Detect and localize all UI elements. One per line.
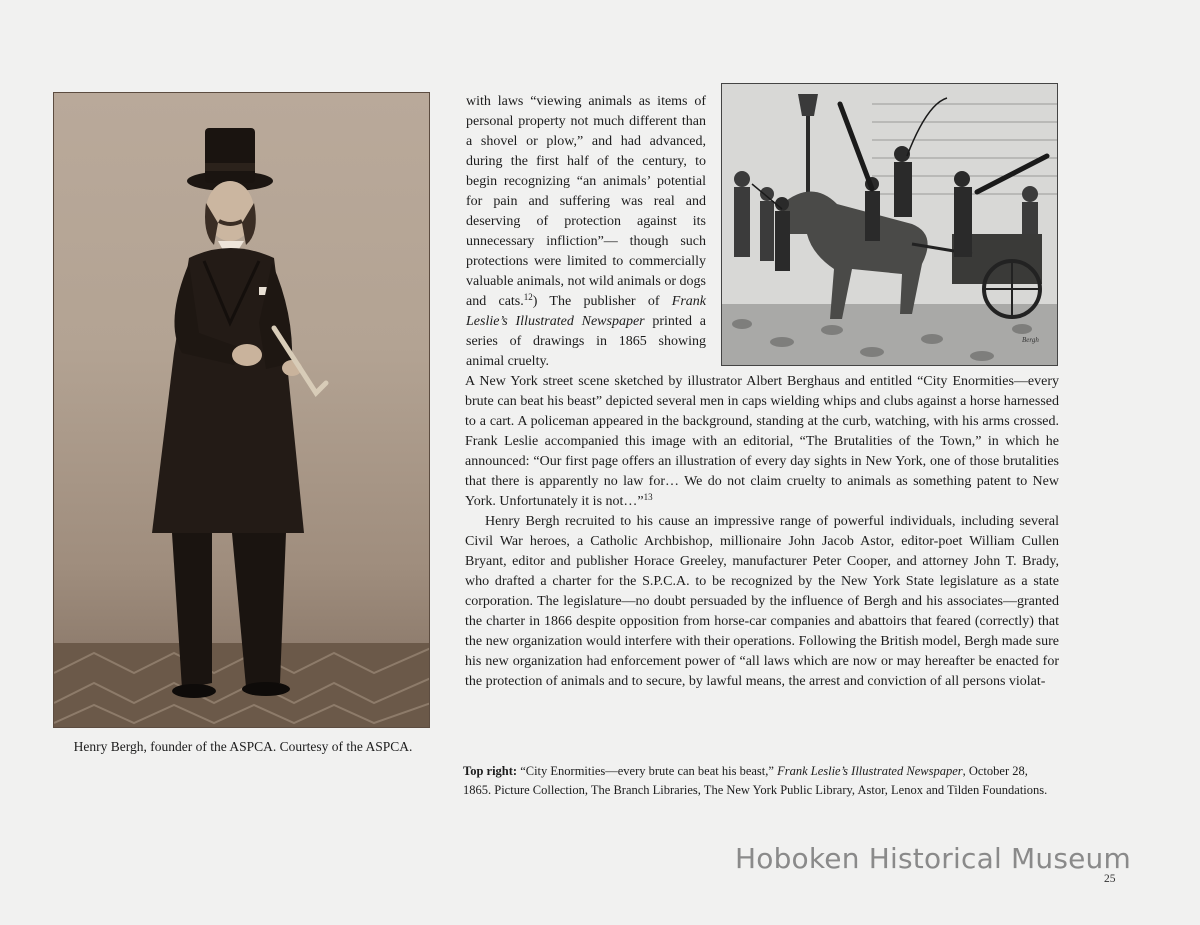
footnote-13: 13 bbox=[643, 492, 653, 502]
note-label: Top right: bbox=[463, 764, 518, 778]
page-number: 25 bbox=[1104, 873, 1116, 885]
note-text-2: , October 28, 1865. Picture Collection, The Branch Libraries, The New York Public Library, Astor, Lenox and Tilden Foundations. bbox=[463, 764, 1048, 797]
column-text bbox=[466, 92, 706, 372]
paragraph-bergh-recruited: Henry Bergh recruited to his cause an impressive range of powerful individuals, including several Civil War heroes, a Catholic Archbishop, millionaire John Jacob Astor, editor-poet William Cullen Bryant, editor and publisher Horace Greeley, manufacturer Peter Cooper, and attorney John T. Brady, who drafted a charter for the S.P.C.A. to be recognized by the New York State legislature as a state corporation. The legislature—no doubt persuaded by the influence of Bergh and his associates—granted the charter in 1866 despite opposition from horse-car companies and abattoirs that feared (correctly) that the new organization would interfere with their operations. Following the British model, Bergh made sure his new organization had enforcement power of “all laws which are now or may hereafter be enacted for the protection of animals and to secure, by lawful means, the arrest and conviction of all persons violat- bbox=[465, 514, 1059, 689]
image-credit-note bbox=[463, 762, 1059, 800]
column-paragraph bbox=[466, 92, 706, 372]
engraving-signature: Bergh bbox=[1022, 336, 1039, 344]
city-enormities-engraving bbox=[721, 83, 1058, 366]
note-text-1: “City Enormities—every brute can beat his beast,” bbox=[517, 764, 778, 778]
engraving-illustration bbox=[722, 84, 1058, 366]
photo-caption: Henry Bergh, founder of the ASPCA. Courtesy of the ASPCA. bbox=[73, 739, 413, 754]
paragraph-street-scene-text: A New York street scene sketched by illustrator Albert Berghaus and entitled “City Enormities—every brute can beat his beast” depicted several men in caps wielding whips and clubs against a horse harnessed to a cart. A policeman appeared in the background, standing at the curb, watching, with his arms crossed. Frank Leslie accompanied this image with an editorial, “The Brutalities of the Town,” in which he announced: “Our first page offers an illustration of every day sights in New York, one of those brutalities that there is apparently no law for… We do not claim cruelty to animals as something patent to New York. Unfortunately it is not…” bbox=[465, 374, 1059, 509]
henry-bergh-photo bbox=[53, 92, 430, 728]
newspaper-title: Frank Leslie’s Illustrated Newspaper bbox=[466, 294, 706, 329]
column-text-part3: printed a series of drawings in 1865 showing animal cruelty. bbox=[466, 314, 707, 369]
column-text-part1: with laws “viewing animals as items of personal property not much different than a shovel or plow,” and had advanced, during the first half of the century, to begin recognizing “an animals’ potential for pain and suffering was real and deserving of protection against its unnecessary infliction”— though such protections were limited to commercially valuable animals, not wild animals or dogs and cats. bbox=[466, 94, 706, 309]
footnote-12: 12 bbox=[523, 292, 533, 302]
body-text bbox=[465, 372, 1059, 692]
portrait-illustration bbox=[54, 93, 430, 728]
museum-watermark: Hoboken Historical Museum bbox=[735, 842, 1131, 875]
paragraph-street-scene bbox=[465, 372, 1059, 512]
note-newspaper-title: Frank Leslie’s Illustrated Newspaper bbox=[777, 764, 963, 778]
column-text-part2: ) The publisher of bbox=[532, 294, 672, 309]
